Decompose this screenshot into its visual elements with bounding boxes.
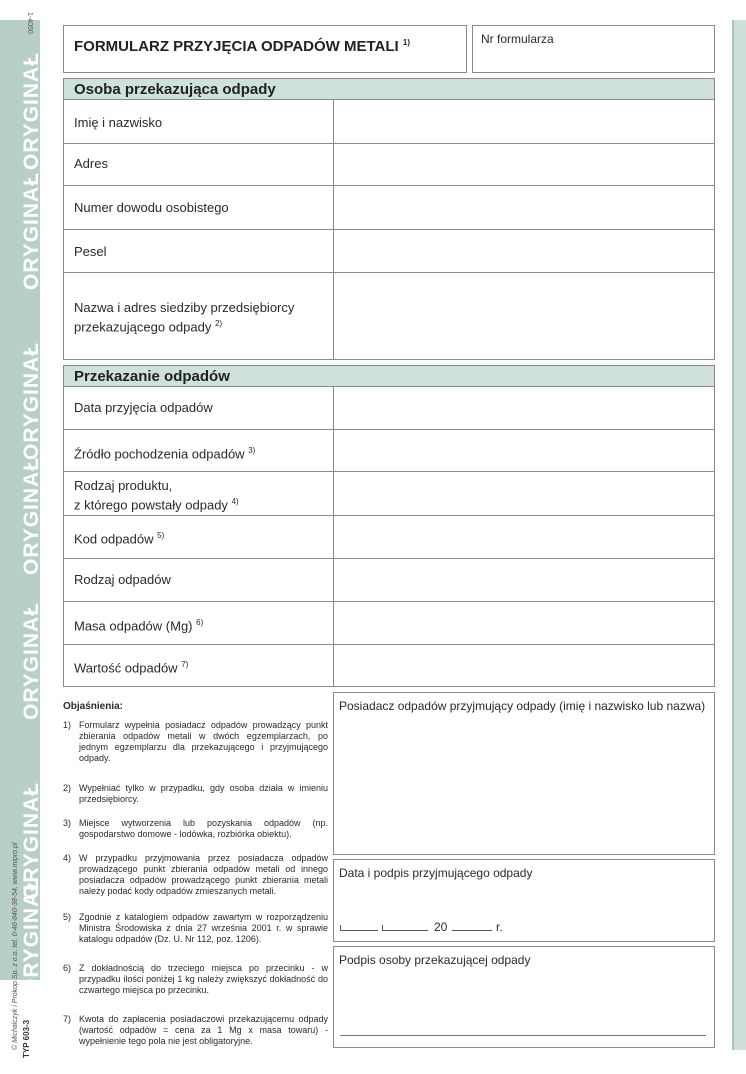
field-label: Kod odpadów $^{5)}$ (74, 531, 165, 547)
form-type: TYP 603-3 (22, 1019, 31, 1058)
transferor-signature-label: Podpis osoby przekazującej odpady (339, 953, 531, 967)
receiver-holder-box[interactable] (333, 692, 715, 855)
copy-label: ORYGINAŁ (20, 51, 43, 170)
page-title: FORMULARZ PRZYJĘCIA ODPADÓW METALI $^{1)}$ (74, 38, 411, 55)
copy-label: ORYGINAŁ (20, 781, 43, 900)
explanation-item: 1) Formularz wypełnia posiadacz odpadów prowadzący punkt zbierania odpadów metali w dwóch egzemplarzach, po jednym egzemplarzu dla przekazującego i przyjmującego odpady. (63, 720, 328, 763)
field-row-mass[interactable] (63, 602, 715, 645)
field-row-source[interactable] (63, 430, 715, 472)
explanation-item: 6) Z dokładnością do trzeciego miejsca po przecinku - w przypadku ilości poniżej 1 kg należy zwiększyć dokładność do czwartego miejsca po przecinku. (63, 963, 328, 995)
section-title-transferor: Osoba przekazująca odpady (63, 78, 715, 100)
explanation-item: 4) W przypadku przyjmowania przez posiadacza odpadów prowadzącego punkt zbierania odpadów metali od innego posiadacza odpadów prowadzącego punkt zbierania metali należy podać kody odpadów zmieszanych metali. (63, 853, 328, 896)
right-edge-band (732, 20, 746, 1050)
field-label: Masa odpadów (Mg) $^{6)}$ (74, 618, 204, 634)
copy-label: ORYGINAŁ (20, 876, 43, 995)
field-label: Pesel (74, 244, 107, 259)
field-row-address[interactable] (63, 144, 715, 186)
form-number-label: Nr formularza (481, 32, 554, 46)
publisher-imprint: © Michalczyk i Prokop Sp. z o.o. tel. 0-46-840-38-54, www.mipro.pl (12, 842, 19, 1050)
field-row-product[interactable] (63, 472, 715, 516)
field-row-value[interactable] (63, 645, 715, 687)
field-label: Numer dowodu osobistego (74, 200, 229, 215)
form-code: 1-4050 (26, 12, 33, 34)
field-row-waste-code[interactable] (63, 516, 715, 559)
field-label: Rodzaj produktu, z którego powstały odpady $^{4)}$ (74, 478, 239, 513)
signature-line (340, 1035, 706, 1036)
copy-label: ORYGINAŁ (20, 341, 43, 460)
receiver-signature-box[interactable] (333, 859, 715, 942)
field-label: Adres (74, 156, 108, 171)
receiver-signature-label: Data i podpis przyjmującego odpady (339, 866, 533, 880)
explanation-item: 5) Zgodnie z katalogiem odpadów zawartym w rozporządzeniu Ministra Środowiska z dnia 27 września 2001 r. w sprawie katalogu odpadów (Dz. U. Nr 112, poz. 1206). (63, 912, 328, 944)
field-row-waste-type[interactable] (63, 559, 715, 602)
field-label: Wartość odpadów $^{7)}$ (74, 660, 189, 676)
copy-label: ORYGINAŁ (20, 601, 43, 720)
receiver-holder-label: Posiadacz odpadów przyjmujący odpady (imię i nazwisko lub nazwa) (339, 699, 706, 713)
explanation-item: 3) Miejsce wytworzenia lub pozyskania odpadów (np. gospodarstwo domowe - lodówka, rozbiórka obiektu). (63, 818, 328, 839)
field-row-id-number[interactable] (63, 186, 715, 230)
date-line[interactable] (340, 920, 520, 934)
explanation-item: 2) Wypełniać tylko w przypadku, gdy osoba działa w imieniu przedsiębiorcy. (63, 783, 328, 804)
field-label: Data przyjęcia odpadów (74, 400, 213, 415)
copy-stripe (0, 20, 43, 995)
field-row-name[interactable] (63, 100, 715, 144)
copy-label: ORYGINAŁ (20, 456, 43, 575)
explanation-item: 7) Kwota do zapłacenia posiadaczowi przekazującemu odpady (wartość odpadów = cena za 1 Mg x masa towaru) - wypełnienie tego pola nie jest obligatoryjne. (63, 1014, 328, 1046)
form-number-box[interactable] (472, 25, 715, 73)
field-label: Źródło pochodzenia odpadów $^{3)}$ (74, 446, 256, 462)
section-title-transfer: Przekazanie odpadów (63, 365, 715, 387)
explanations-title: Objaśnienia: (63, 701, 124, 712)
year-prefix: 20 (434, 920, 448, 934)
field-label: Imię i nazwisko (74, 115, 163, 130)
field-label: Rodzaj odpadów (74, 572, 171, 587)
year-suffix: r. (496, 920, 503, 934)
field-row-date[interactable] (63, 387, 715, 430)
transferor-signature-box[interactable] (333, 946, 715, 1048)
field-row-pesel[interactable] (63, 230, 715, 273)
copy-label: ORYGINAŁ (20, 171, 43, 290)
field-row-company[interactable] (63, 273, 715, 360)
field-label: Nazwa i adres siedziby przedsiębiorcy przekazującego odpady $^{2)}$ (74, 300, 295, 335)
title-box (63, 25, 467, 73)
